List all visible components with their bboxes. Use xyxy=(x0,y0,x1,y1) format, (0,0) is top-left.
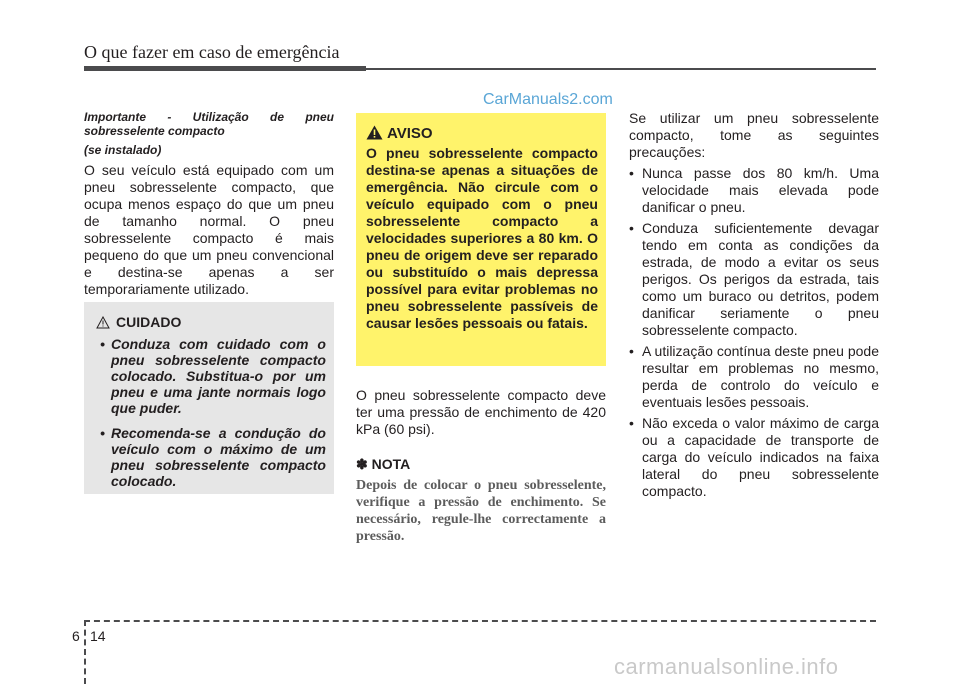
watermark-bottom: carmanualsonline.info xyxy=(614,654,839,679)
caution-heading xyxy=(96,314,181,330)
precaution-item-text: Nunca passe dos 80 km/h. Uma velocidade mais elevada pode danificar o pneu. xyxy=(642,165,879,215)
precaution-item-text: A utilização contínua deste pneu pode resultar em problemas no mesmo, perda de controlo do veículo e eventuais lesões pessoais. xyxy=(642,343,879,410)
warning-heading xyxy=(366,125,433,142)
bullet-icon: • xyxy=(100,425,105,441)
chapter-number: 6 xyxy=(72,628,80,644)
precaution-item-text: Conduza suficientemente devagar tendo em conta as condições da estrada, de modo a evitar os seus perigos. Os perigos da estrada, tais como um buraco ou detritos, podem danificar seriamente o pneu sobresselente compacto. xyxy=(642,220,879,338)
page-number: 14 xyxy=(90,628,106,644)
footer-rule xyxy=(84,620,876,622)
section-subtitle-note: (se instalado) xyxy=(84,143,162,157)
precaution-item-text: Não exceda o valor máximo de carga ou a capacidade de transporte de carga do veículo indicados na faixa lateral do pneu sobresselente compacto. xyxy=(642,415,879,499)
caution-item-text: Recomenda-se a condução do veículo com o máximo de um pneu sobresselente compacto colocado. xyxy=(111,425,326,489)
caution-item xyxy=(94,425,326,489)
caution-list xyxy=(94,336,326,498)
precaution-item xyxy=(629,343,879,411)
pressure-paragraph: O pneu sobresselente compacto deve ter uma pressão de enchimento de 420 kPa (60 psi). xyxy=(356,387,606,437)
header-rule-thick xyxy=(84,66,366,71)
precaution-item xyxy=(629,220,879,339)
header-rule-thin xyxy=(366,68,876,70)
bullet-icon: • xyxy=(100,336,105,352)
precautions-intro: Se utilizar um pneu sobresselente compacto, tome as seguintes precauções: xyxy=(629,110,879,160)
section-subtitle: Importante - Utilização de pneu sobresselente compacto xyxy=(84,110,334,138)
footer-vertical-rule xyxy=(84,620,86,684)
caution-triangle-icon xyxy=(96,316,110,329)
caution-heading-label: CUIDADO xyxy=(116,314,182,330)
caution-item xyxy=(94,336,326,416)
watermark-top: CarManuals2.com xyxy=(483,91,613,108)
page-header-title: O que fazer em caso de emergência xyxy=(84,42,340,62)
caution-box xyxy=(84,302,334,494)
column-1 xyxy=(84,110,334,298)
bullet-icon: • xyxy=(629,220,634,236)
warning-triangle-icon xyxy=(366,125,383,140)
warning-box xyxy=(356,113,606,366)
nota-heading: ✽ NOTA xyxy=(356,456,411,472)
bullet-icon: • xyxy=(629,343,634,359)
warning-heading-label: AVISO xyxy=(387,125,433,142)
column-3 xyxy=(629,110,879,504)
precautions-list xyxy=(629,165,879,500)
precaution-item xyxy=(629,165,879,216)
nota-text: Depois de colocar o pneu sobresselente, verifique a pressão de enchimento. Se necessário, regule-lhe correctamente a pressão. xyxy=(356,478,606,544)
warning-text: O pneu sobresselente compacto destina-se apenas a situações de emergência. Não circule com o veículo equipado com o pneu sobresselente compacto a velocidades superiores a 80 km. O pneu de origem deve ser reparado ou substituído o mais depressa possível para evitar problemas no pneu sobresselente passíveis de causar lesões pessoais ou fatais. xyxy=(366,145,598,331)
precaution-item xyxy=(629,415,879,500)
bullet-icon: • xyxy=(629,415,634,431)
bullet-icon: • xyxy=(629,165,634,181)
intro-paragraph: O seu veículo está equipado com um pneu sobresselente compacto, que ocupa menos espaço do que um pneu de tamanho normal. O pneu sobresselente compacto é mais pequeno do que um pneu convencional e destina-se apenas a ser temporariamente utilizado. xyxy=(84,162,334,297)
column-2 xyxy=(356,387,606,438)
caution-item-text: Conduza com cuidado com o pneu sobresselente compacto colocado. Substitua-o por um pneu e uma jante normais logo que puder. xyxy=(111,336,326,416)
